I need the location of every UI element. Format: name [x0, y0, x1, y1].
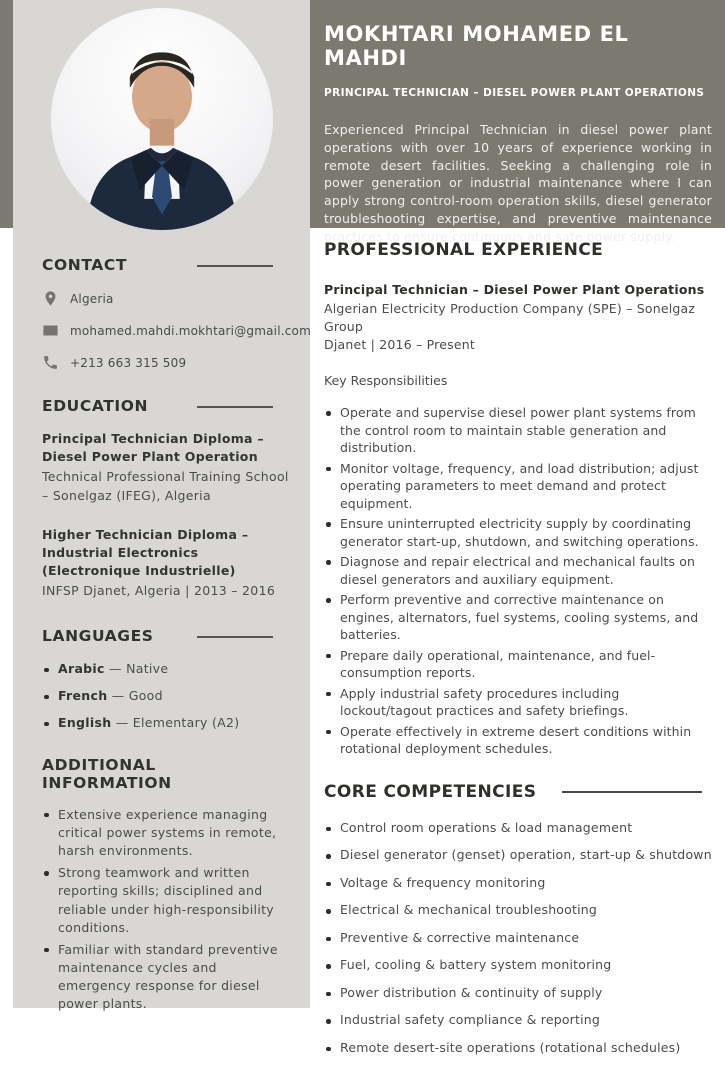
profile-photo — [51, 8, 273, 230]
competency-item — [324, 902, 712, 917]
heading-rule — [197, 636, 273, 638]
competencies-list — [324, 820, 712, 1055]
competencies-heading-label: CORE COMPETENCIES — [324, 781, 537, 802]
sidebar — [13, 0, 311, 1012]
education-details: Technical Professional Training School – Sonelgaz (IFEG), Algeria — [42, 469, 289, 503]
contact-row-email — [42, 322, 311, 339]
heading-rule — [197, 265, 273, 267]
contact-heading-label: CONTACT — [42, 256, 128, 274]
education-entry — [42, 430, 290, 506]
contact-heading — [42, 256, 290, 274]
additional-info-text: Familiar with standard preventive maintenance cycles and emergency response for diesel power plants. — [58, 941, 278, 1012]
competency-item — [324, 985, 712, 1000]
competency-text: Remote desert-site operations (rotational schedules) — [340, 1039, 681, 1055]
education-degree: Higher Technician Diploma – Industrial Electronics (Electronique Industrielle) — [42, 526, 249, 578]
contact-row-phone — [42, 354, 290, 371]
languages-list — [42, 661, 290, 730]
responsibility-item — [324, 591, 712, 644]
competency-text: Preventive & corrective maintenance — [340, 929, 580, 945]
heading-rule — [562, 791, 702, 793]
competency-text: Voltage & frequency monitoring — [340, 874, 546, 890]
contact-email-text: mohamed.mahdi.mokhtari@gmail.com — [70, 323, 311, 338]
competency-item — [324, 875, 712, 890]
language-level: Good — [128, 687, 163, 703]
competencies-heading — [324, 782, 712, 802]
responsibility-text: Ensure uninterrupted electricity supply by coordinating generator start-up, shutdown, and switching operations. — [340, 516, 699, 549]
responsibility-item — [324, 723, 712, 758]
languages-section — [42, 627, 290, 730]
contact-phone-text: +213 663 315 509 — [70, 355, 187, 370]
experience-section — [324, 240, 712, 758]
competency-text: Diesel generator (genset) operation, start-up & shutdown — [340, 847, 712, 863]
competency-item — [324, 1012, 712, 1027]
responsibility-text: Diagnose and repair electrical and mechanical faults on diesel generators and auxiliary equipment. — [340, 554, 695, 587]
language-item — [42, 661, 290, 676]
additional-info-section — [42, 756, 290, 1013]
language-level: Native — [126, 660, 169, 676]
location-pin-icon — [42, 290, 59, 307]
candidate-name: MOKHTARI MOHAMED EL MAHDI — [324, 22, 629, 70]
language-name: French — [58, 687, 108, 703]
language-separator: — — [109, 660, 127, 676]
additional-info-text: Extensive experience managing critical power systems in remote, harsh environments. — [58, 806, 277, 859]
language-level: Elementary (A2) — [132, 714, 240, 730]
company-name: Algerian Electricity Production Company (SPE) – Sonelgaz Group — [324, 301, 696, 334]
heading-rule — [197, 406, 273, 408]
additional-info-item — [42, 941, 290, 1014]
additional-info-heading-label: ADDITIONAL INFORMATION — [42, 755, 172, 792]
competency-item — [324, 847, 712, 862]
phone-icon — [42, 354, 59, 371]
email-icon — [42, 322, 59, 339]
competency-item — [324, 957, 712, 972]
responsibility-item — [324, 647, 712, 682]
responsibility-item — [324, 515, 712, 550]
responsibilities-label: Key Responsibilities — [324, 373, 448, 389]
language-item — [42, 688, 290, 703]
main-content — [324, 240, 712, 1067]
experience-heading-label: PROFESSIONAL EXPERIENCE — [324, 240, 604, 260]
additional-info-item — [42, 806, 290, 860]
profile-summary: Experienced Principal Technician in diesel power plant operations with over 10 years of experience working in remote desert facilities. Seeking a challenging role in power generation or industrial maintenance where I can apply strong control-room operation skills, diesel generator troubleshooting expertise, and preventive maintenance practices to ensure continuous and safe power supply. — [324, 122, 712, 244]
education-heading-label: EDUCATION — [42, 397, 149, 415]
job-location-dates: Djanet | 2016 – Present — [324, 336, 475, 352]
competency-text: Industrial safety compliance & reporting — [340, 1012, 601, 1028]
responsibility-text: Operate effectively in extreme desert conditions within rotational deployment schedules. — [340, 723, 692, 757]
language-name: English — [58, 714, 112, 730]
responsibility-item — [324, 553, 712, 588]
competency-text: Electrical & mechanical troubleshooting — [340, 902, 598, 918]
contact-rows — [42, 290, 311, 371]
competency-item — [324, 820, 712, 835]
education-details: INFSP Djanet, Algeria | 2013 – 2016 — [42, 583, 276, 599]
languages-heading-label: LANGUAGES — [42, 626, 154, 645]
sidebar-content — [13, 230, 310, 1013]
competency-item — [324, 1040, 712, 1055]
contact-row-location — [42, 290, 290, 307]
additional-info-text: Strong teamwork and written reporting skills; disciplined and reliable under high-responsibility conditions. — [58, 865, 274, 935]
education-heading — [42, 397, 290, 415]
responsibility-text: Operate and supervise diesel power plant systems from the control room to maintain stable generation and distribution. — [340, 405, 696, 456]
language-separator: — — [115, 714, 133, 730]
responsibility-item — [324, 404, 712, 457]
job-title: Principal Technician – Diesel Power Plant Operations — [324, 282, 705, 297]
responsibility-item — [324, 685, 712, 720]
education-section — [42, 397, 290, 601]
additional-info-item — [42, 864, 290, 937]
additional-info-heading — [42, 756, 290, 792]
education-degree: Principal Technician Diploma – Diesel Power Plant Operation — [42, 431, 264, 465]
education-entry — [42, 526, 290, 601]
language-item — [42, 715, 290, 730]
competencies-section — [324, 782, 712, 1055]
languages-heading — [42, 627, 290, 645]
responsibility-text: Perform preventive and corrective maintenance on engines, alternators, fuel systems, cooling systems, and batteries. — [340, 592, 699, 643]
candidate-title: PRINCIPAL TECHNICIAN – DIESEL POWER PLANT OPERATIONS — [324, 87, 705, 99]
additional-info-list — [42, 806, 290, 1013]
competency-item — [324, 930, 712, 945]
responsibilities-list — [324, 404, 712, 758]
experience-heading — [324, 240, 712, 260]
language-name: Arabic — [58, 660, 105, 676]
competency-text: Control room operations & load management — [340, 819, 633, 835]
competency-text: Power distribution & continuity of supply — [340, 984, 603, 1000]
competency-text: Fuel, cooling & battery system monitoring — [340, 957, 612, 973]
responsibility-text: Prepare daily operational, maintenance, and fuel-consumption reports. — [340, 647, 656, 681]
contact-location-text: Algeria — [70, 291, 114, 306]
responsibility-text: Apply industrial safety procedures including lockout/tagout practices and safety briefings. — [340, 685, 629, 719]
responsibility-item — [324, 460, 712, 513]
header — [324, 0, 712, 245]
person-avatar-graphic — [51, 8, 273, 230]
language-separator: — — [111, 687, 129, 703]
responsibility-text: Monitor voltage, frequency, and load distribution; adjust operating parameters to meet demand and protect equipment. — [340, 460, 699, 511]
contact-section — [42, 256, 311, 371]
